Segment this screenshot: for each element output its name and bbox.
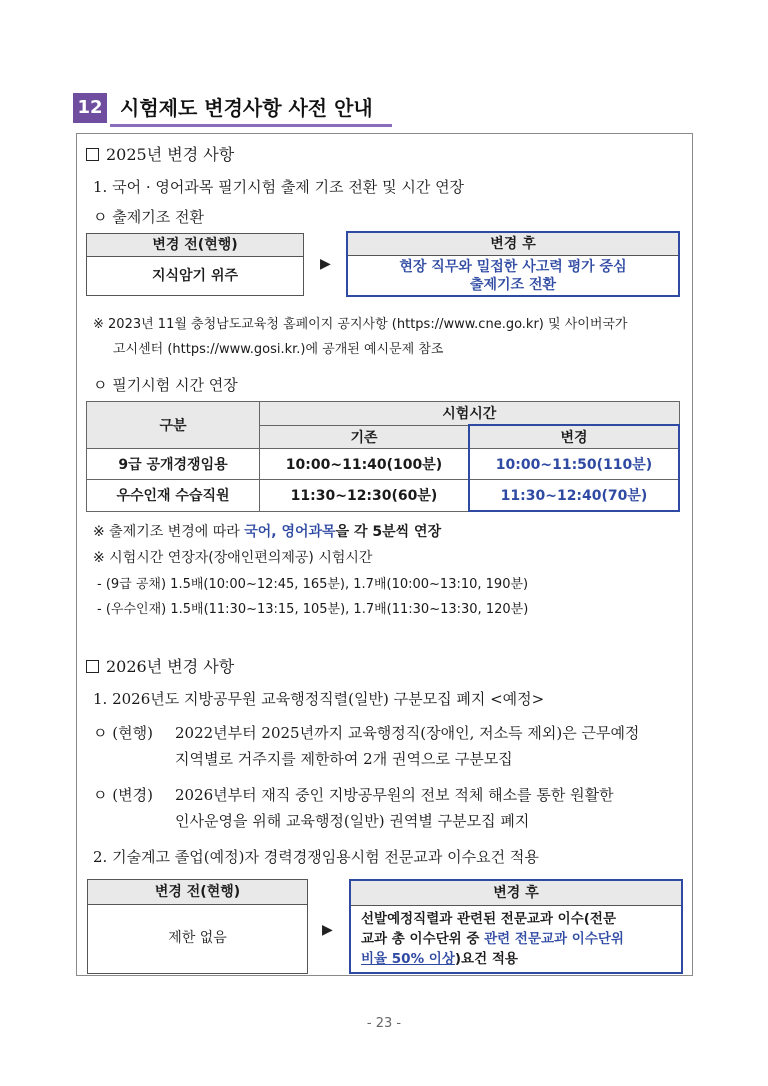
after-box-header: 변경 후	[348, 233, 678, 256]
row-old-time: 11:30~12:30(60분)	[260, 480, 470, 512]
after-box-body: 선발예정직렬과 관련된 전문교과 이수(전문 교과 총 이수단위 중 관련 전문교과 이수단위 비율 50% 이상)요건 적용	[361, 911, 624, 967]
after-box-2025	[346, 231, 680, 297]
item-2026-2: 2. 기술계고 졸업(예정)자 경력경쟁임용시험 전문교과 이수요건 적용	[93, 848, 539, 866]
note-example-questions-cont: 고시센터 (https://www.gosi.kr.)에 공개된 예시문제 참조	[113, 342, 444, 357]
row-name: 우수인재 수습직원	[87, 480, 260, 512]
table-header-new: 변경	[469, 425, 679, 449]
table-row	[87, 480, 680, 512]
change-line-2: 인사운영을 위해 교육행정(일반) 권역별 구분모집 폐지	[175, 812, 530, 830]
arrow-right-icon: ▶	[320, 256, 331, 272]
row-old-time: 10:00~11:40(100분)	[260, 449, 470, 480]
title-underline	[110, 124, 392, 127]
checkbox-icon	[86, 148, 99, 161]
before-box-2026	[87, 879, 308, 974]
section-number-badge: 12	[73, 93, 107, 123]
table-header-exam-time: 시험시간	[260, 402, 680, 426]
note-example-questions: ※ 2023년 11월 충청남도교육청 홈페이지 공지사항 (https://www.cne.go.kr) 및 사이버국가	[93, 317, 628, 332]
arrow-right-icon: ▶	[322, 922, 333, 938]
section-2025-heading: 2025년 변경 사항	[86, 142, 234, 165]
table-row	[87, 449, 680, 480]
before-box-header: 변경 전(현행)	[87, 234, 303, 257]
before-box-2025	[86, 233, 304, 296]
item-2026-1: 1. 2026년도 지방공무원 교육행정직렬(일반) 구분모집 폐지 <예정>	[93, 690, 545, 708]
change-label: ㅇ (변경)	[93, 786, 153, 804]
current-line-2: 지역별로 거주지를 제한하여 2개 권역으로 구분모집	[175, 750, 513, 768]
note-accommodation-talent: - (우수인재) 1.5배(11:30~13:15, 105분), 1.7배(11:30~13:30, 120분)	[97, 602, 529, 617]
checkbox-icon	[86, 660, 99, 673]
exam-time-table	[86, 401, 680, 512]
row-new-time: 10:00~11:50(110분)	[469, 449, 679, 480]
note-extension-reason: ※ 출제기조 변경에 따라 국어, 영어과목을 각 5분씩 연장	[93, 524, 442, 540]
current-line-1: 2022년부터 2025년까지 교육행정직(장애인, 저소득 제외)은 근무예정	[175, 724, 640, 742]
note-accommodation: ※ 시험시간 연장자(장애인편의제공) 시험시간	[93, 550, 373, 566]
section-2026-heading: 2026년 변경 사항	[86, 654, 234, 677]
sub-heading-time-extension: ㅇ 필기시험 시간 연장	[93, 376, 238, 394]
sub-heading-format-change: ㅇ 출제기조 전환	[93, 208, 204, 226]
table-header-old: 기존	[260, 425, 470, 449]
row-name: 9급 공개경쟁임용	[87, 449, 260, 480]
after-box-2026	[349, 879, 683, 974]
note-accommodation-9th: - (9급 공채) 1.5배(10:00~12:45, 165분), 1.7배(10:00~13:10, 190분)	[97, 577, 529, 592]
before-box-body: 지식암기 위주	[151, 268, 239, 284]
row-new-time: 11:30~12:40(70분)	[469, 480, 679, 512]
item-2025-1: 1. 국어 · 영어과목 필기시험 출제 기조 전환 및 시간 연장	[93, 178, 465, 196]
before-box-body: 제한 없음	[168, 930, 227, 946]
after-box-body: 현장 직무와 밀접한 사고력 평가 중심 출제기조 전환	[399, 259, 627, 293]
current-label: ㅇ (현행)	[93, 724, 153, 742]
after-box-header: 변경 후	[351, 881, 681, 906]
table-header-category: 구분	[87, 402, 260, 449]
change-line-1: 2026년부터 재직 중인 지방공무원의 전보 적체 해소를 통한 원활한	[175, 786, 614, 804]
page-title: 시험제도 변경사항 사전 안내	[120, 96, 373, 120]
before-box-header: 변경 전(현행)	[88, 880, 307, 905]
page-number: - 23 -	[366, 1016, 402, 1031]
